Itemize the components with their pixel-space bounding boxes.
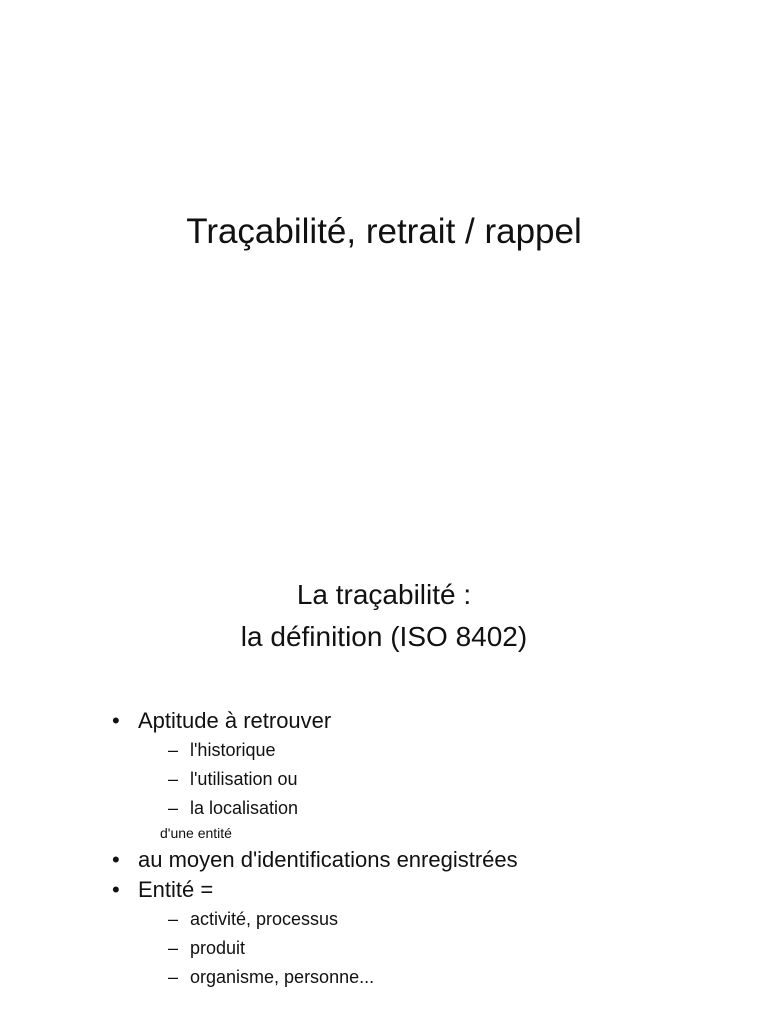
sub-item bbox=[168, 736, 732, 765]
slide-1-title: Traçabilité, retrait / rappel bbox=[186, 212, 582, 251]
bullet-item bbox=[112, 706, 732, 843]
sub-item-text: la localisation bbox=[190, 798, 299, 818]
bullet-icon: • bbox=[112, 708, 120, 733]
slide-2-title-line-2: la définition (ISO 8402) bbox=[240, 621, 528, 652]
bullet-text: Entité = bbox=[138, 877, 214, 902]
dash-icon: – bbox=[168, 938, 179, 958]
sub-item-text: organisme, personne... bbox=[190, 967, 375, 987]
sub-item bbox=[168, 963, 732, 992]
bullet-item bbox=[112, 875, 732, 992]
dash-icon: – bbox=[168, 967, 179, 987]
slide-2-title-line-1: La traçabilité : bbox=[296, 579, 472, 610]
sub-item bbox=[168, 905, 732, 934]
sub-item bbox=[168, 765, 732, 794]
sub-item-text: l'historique bbox=[190, 740, 276, 760]
bullet-item bbox=[112, 845, 732, 875]
sub-item-text: activité, processus bbox=[190, 909, 339, 929]
sub-item-text: l'utilisation ou bbox=[190, 769, 298, 789]
entity-note: d'une entité bbox=[160, 825, 232, 841]
sub-item bbox=[168, 934, 732, 963]
bullet-icon: • bbox=[112, 877, 120, 902]
sub-list bbox=[168, 736, 732, 823]
definition-list bbox=[112, 706, 732, 992]
sub-item-text: produit bbox=[190, 938, 246, 958]
bullet-text: Aptitude à retrouver bbox=[138, 708, 332, 733]
slide-2 bbox=[0, 512, 768, 1024]
dash-icon: – bbox=[168, 740, 179, 760]
dash-icon: – bbox=[168, 909, 179, 929]
dash-icon: – bbox=[168, 798, 179, 818]
sub-item bbox=[168, 794, 732, 823]
dash-icon: – bbox=[168, 769, 179, 789]
bullet-text: au moyen d'identifications enregistrées bbox=[138, 847, 518, 872]
slide-2-title bbox=[0, 574, 768, 658]
sub-list bbox=[168, 905, 732, 992]
bullet-icon: • bbox=[112, 847, 120, 872]
